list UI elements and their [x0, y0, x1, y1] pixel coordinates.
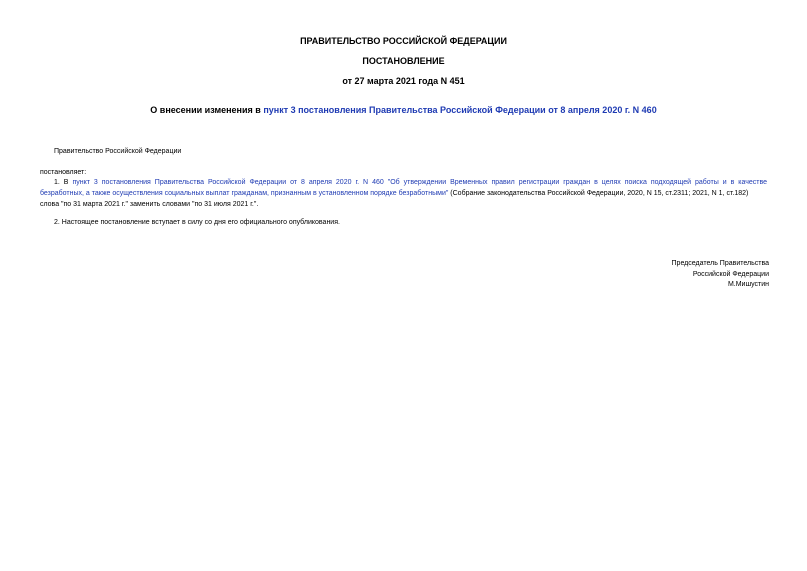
item-1-number: 1. В	[54, 179, 73, 186]
document-title	[0, 105, 807, 116]
item-2-paragraph: 2. Настоящее постановление вступает в силу со дня его официального опубликования.	[54, 219, 340, 226]
signer-name: М.Мишустин	[727, 281, 769, 288]
signer-title-1: Председатель Правительства	[671, 260, 769, 267]
doc-type: ПОСТАНОВЛЕНИЕ	[362, 56, 445, 66]
item-1-line-3: слова "по 31 марта 2021 г." заменить словами "по 31 июля 2021 г.".	[40, 201, 259, 208]
item-1-paragraph	[40, 177, 767, 210]
signer-title-2: Российской Федерации	[692, 271, 769, 278]
item-1-line-2	[40, 188, 767, 199]
resolves-label: постановляет:	[40, 169, 87, 176]
item-1-line-1	[40, 177, 767, 188]
title-link[interactable]: пункт 3 постановления Правительства Российской Федерации от 8 апреля 2020 г. N 460	[263, 105, 657, 115]
item-1-source: (Собрание законодательства Российской Федерации, 2020, N 15, ст.2311; 2021, N 1, ст.182)	[448, 190, 749, 197]
intro-government: Правительство Российской Федерации	[54, 148, 182, 155]
title-prefix: О внесении изменения в	[150, 105, 264, 115]
header-org: ПРАВИТЕЛЬСТВО РОССИЙСКОЙ ФЕДЕРАЦИИ	[300, 36, 507, 46]
item-1-link-part2[interactable]: безработных, а также осуществления социальных выплат гражданам, признанным в установленном порядке безработными"	[40, 190, 449, 197]
item-1-link-part1[interactable]: пункт 3 постановления Правительства Российской Федерации от 8 апреля 2020 г. N 460 "Об утверждении Временных правил регистрации граждан в целях поиска подходящей работы и в качестве	[72, 179, 767, 186]
date-number: от 27 марта 2021 года N 451	[342, 76, 465, 86]
